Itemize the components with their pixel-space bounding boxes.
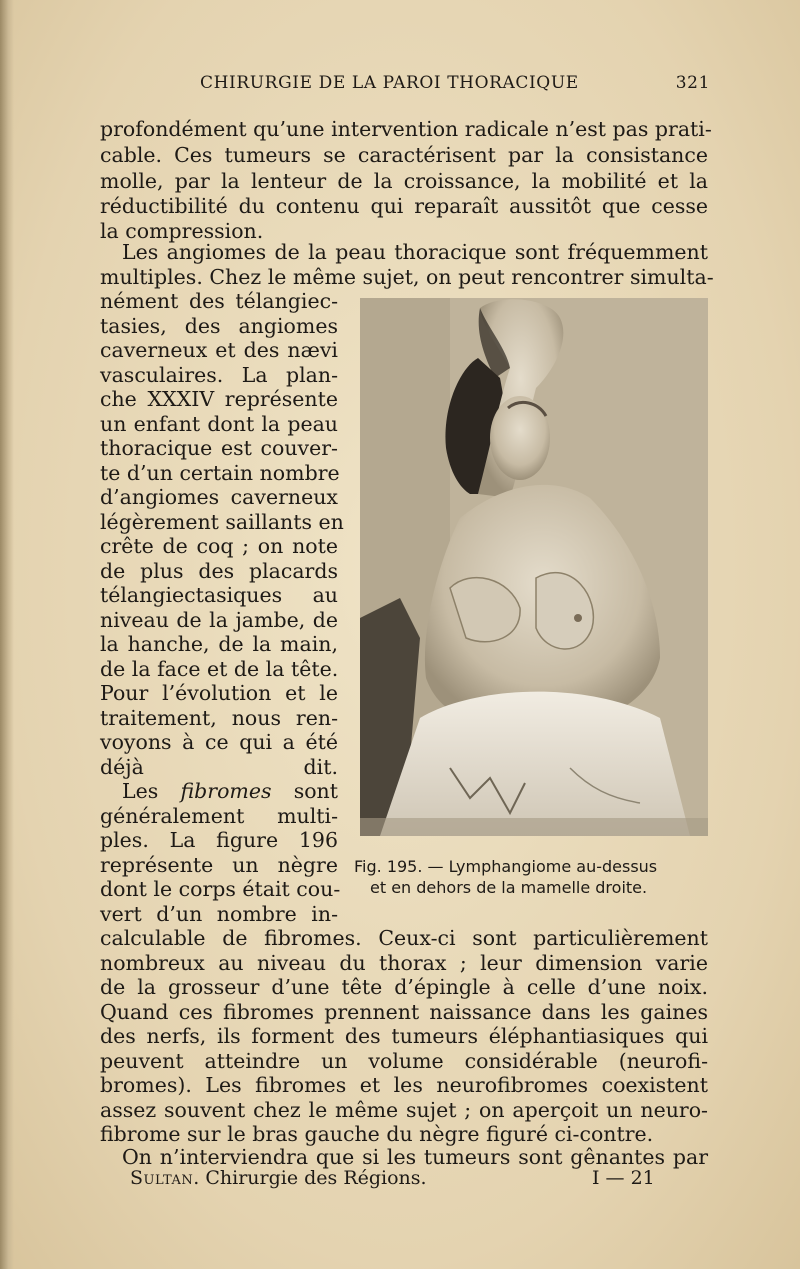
wrap-line: de plus des placards	[100, 559, 338, 583]
wrap-line: déjà dit.	[100, 755, 338, 779]
wrap-line: Pour l’évolution et le	[100, 681, 338, 705]
wrap-line: représente un nègre	[100, 853, 338, 877]
figure-photograph	[360, 298, 708, 836]
body-line: On n’interviendra que si les tumeurs sont gênantes par	[122, 1145, 708, 1169]
body-line: la compression.	[100, 219, 264, 243]
footer-author: Sultan	[130, 1167, 194, 1189]
body-line: calculable de fibromes. Ceux-ci sont particulièrement	[100, 926, 708, 950]
body-line: molle, par la lenteur de la croissance, la mobilité et la	[100, 169, 708, 193]
wrap-line: nément des télangiec-	[100, 289, 338, 313]
fibromes-line	[100, 778, 338, 804]
wrap-line: niveau de la jambe, de	[100, 608, 338, 632]
wrap-line: d’angiomes caverneux	[100, 485, 338, 509]
patient-photo-illustration	[360, 298, 708, 836]
wrap-line: te d’un certain nombre	[100, 461, 340, 485]
wrap-line: la hanche, de la main,	[100, 632, 338, 656]
fibromes-suffix: sont	[271, 779, 338, 803]
wrap-line: crête de coq ; on note	[100, 534, 338, 558]
footer-title: . Chirurgie des Régions.	[193, 1167, 427, 1189]
body-line: fibrome sur le bras gauche du nègre figuré ci-contre.	[100, 1122, 654, 1146]
body-line: Quand ces fibromes prennent naissance dans les gaines	[100, 1000, 708, 1024]
figure-caption-line-2: et en dehors de la mamelle droite.	[370, 878, 648, 897]
running-head	[200, 73, 710, 99]
wrap-line: vasculaires. La plan-	[100, 363, 338, 387]
fibromes-italic: fibromes	[180, 779, 272, 803]
wrap-line: de la face et de la tête.	[100, 657, 339, 681]
wrap-line: dont le corps était cou-	[100, 877, 341, 901]
figure-caption-line-1: Fig. 195. — Lymphangiome au-dessus	[354, 857, 658, 876]
page-edge-shadow	[0, 0, 14, 1269]
wrap-line: caverneux et des nævi	[100, 338, 338, 362]
body-line: peuvent atteindre un volume considérable (neurofi-	[100, 1049, 708, 1073]
wrap-line: ples. La figure 196	[100, 828, 338, 852]
running-head-title: CHIRURGIE DE LA PAROI THORACIQUE	[200, 73, 579, 93]
body-line: assez souvent chez le même sujet ; on aperçoit un neuro-	[100, 1098, 708, 1122]
wrap-line: traitement, nous ren-	[100, 706, 338, 730]
page-number: 321	[675, 73, 710, 93]
footer-signature-mark: I — 21	[592, 1167, 655, 1189]
body-line: nombreux au niveau du thorax ; leur dimension varie	[100, 951, 708, 975]
body-line: bromes). Les fibromes et les neurofibromes coexistent	[100, 1073, 708, 1097]
wrap-line: thoracique est couver-	[100, 436, 338, 460]
body-line: réductibilité du contenu qui reparaît aussitôt que cesse	[100, 194, 708, 218]
body-line: Les angiomes de la peau thoracique sont fréquemment	[122, 240, 708, 264]
body-line: des nerfs, ils forment des tumeurs éléphantiasiques qui	[100, 1024, 708, 1048]
body-line: profondément qu’une intervention radicale n’est pas prati-	[100, 117, 712, 141]
wrap-line: voyons à ce qui a été	[100, 730, 338, 754]
wrap-line: un enfant dont la peau	[100, 412, 338, 436]
body-line: de la grosseur d’une tête d’épingle à celle d’une noix.	[100, 975, 708, 999]
wrap-line: généralement multi-	[100, 804, 338, 828]
wrap-line: télangiectasiques au	[100, 583, 338, 607]
wrap-line: légèrement saillants en	[100, 510, 344, 534]
wrap-line: vert d’un nombre in-	[100, 902, 338, 926]
body-line: cable. Ces tumeurs se caractérisent par la consistance	[100, 143, 708, 167]
wrap-line: tasies, des angiomes	[100, 314, 338, 338]
wrap-line: che XXXIV représente	[100, 387, 338, 411]
footer-book-title	[130, 1167, 427, 1189]
body-line: multiples. Chez le même sujet, on peut rencontrer simulta-	[100, 265, 714, 289]
fibromes-prefix: Les	[122, 779, 181, 803]
